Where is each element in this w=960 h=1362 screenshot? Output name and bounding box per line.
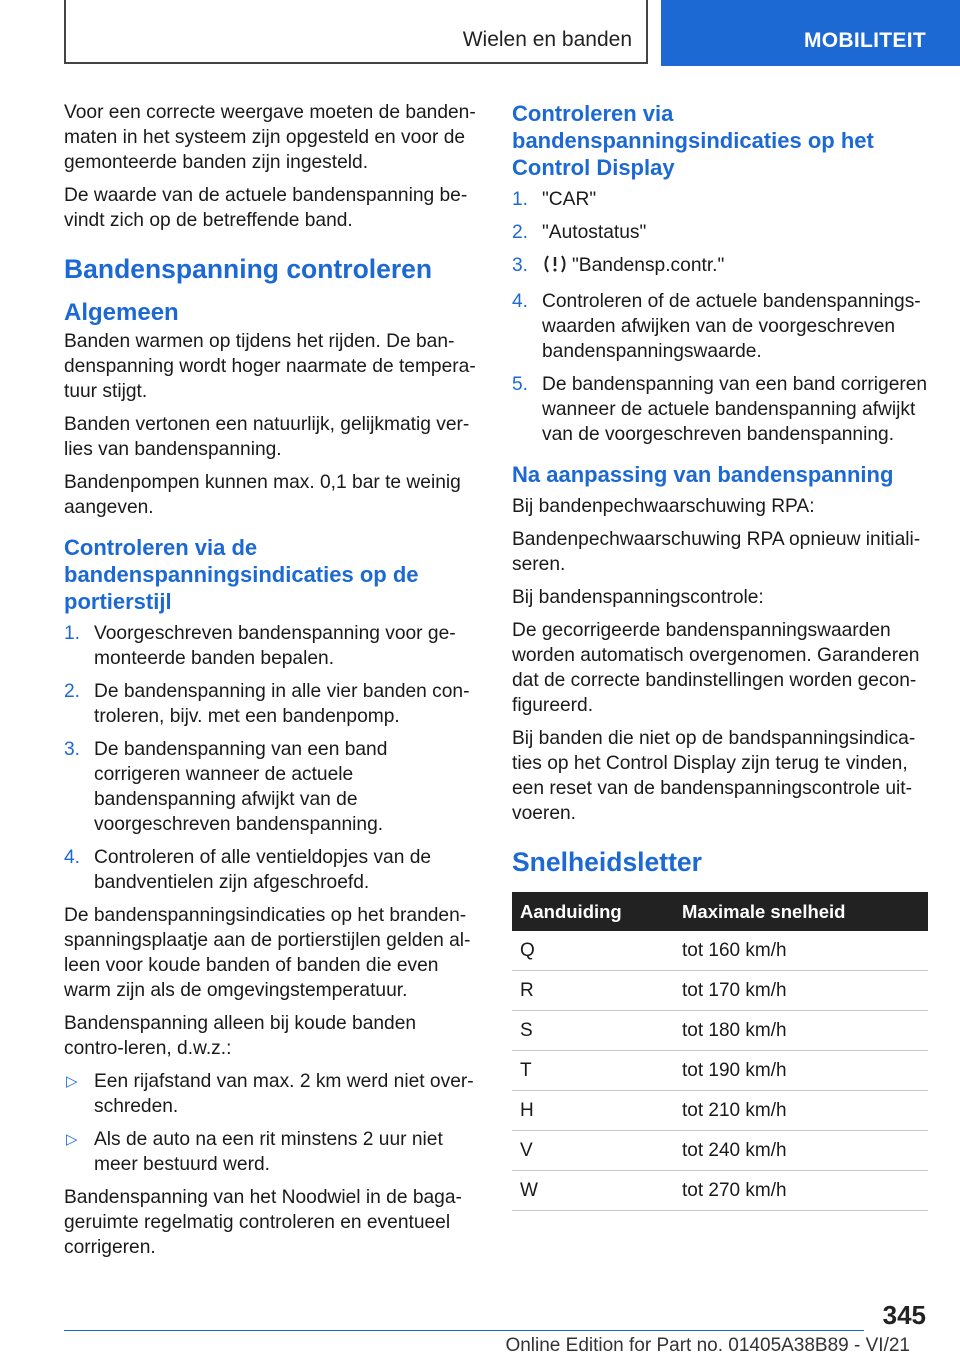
page-number: 345 — [882, 1300, 926, 1330]
section-title: Wielen en banden — [462, 28, 632, 51]
column-header: Maximale snelheid — [674, 892, 928, 931]
speed-code: S — [512, 1011, 674, 1051]
speed-value: tot 170 km/h — [674, 971, 928, 1011]
step-number: 4. — [64, 847, 81, 868]
column-header: Aanduiding — [512, 892, 674, 931]
closing-paragraph: Bandenspanning van het Noodwiel in de baga-geruimte regelmatig controleren en eventueel corrigeren. — [64, 1187, 462, 1258]
bullet-text: Een rijafstand van max. 2 km werd niet over-schreden. — [94, 1071, 474, 1117]
bullet-text: Als de auto na een rit minstens 2 uur niet meer bestuurd werd. — [94, 1129, 443, 1175]
table-header-row — [512, 892, 928, 931]
speed-code: V — [512, 1131, 674, 1171]
step-text: "Autostatus" — [542, 222, 647, 243]
intro-paragraph: Voor een correcte weergave moeten de banden-maten in het systeem zijn opgesteld en voor de gemonteerde banden zijn ingesteld. — [64, 102, 476, 173]
table-row — [512, 1131, 928, 1171]
triangle-bullet-icon: ▷ — [66, 1073, 78, 1090]
list-item — [512, 187, 928, 212]
section-tab — [64, 0, 648, 64]
step-text: De bandenspanning in alle vier banden con-troleren, bijv. met een bandenpomp. — [94, 681, 470, 727]
list-item — [64, 1127, 478, 1177]
speed-value: tot 180 km/h — [674, 1011, 928, 1051]
speed-value: tot 190 km/h — [674, 1051, 928, 1091]
general-paragraph: Bandenpompen kunnen max. 0,1 bar te weinig aangeven. — [64, 472, 461, 518]
list-item — [64, 621, 478, 671]
general-paragraph: Banden warmen op tijdens het rijden. De ban-denspanning wordt hoger naarmate de tempera-tuur stijgt. — [64, 331, 476, 402]
list-item — [512, 289, 928, 364]
speed-value: tot 270 km/h — [674, 1171, 928, 1211]
step-number: 5. — [512, 374, 529, 395]
adjust-paragraph: Bij bandenpechwaarschuwing RPA: — [512, 496, 815, 517]
list-item — [64, 737, 478, 837]
step-number: 2. — [512, 222, 529, 243]
step-number: 2. — [64, 681, 81, 702]
edition-footer: Online Edition for Part no. 01405A38B89 - VI/21 — [505, 1335, 910, 1356]
table-row — [512, 971, 928, 1011]
speed-code: H — [512, 1091, 674, 1131]
step-number: 1. — [64, 623, 81, 644]
step-text: Controleren of alle ventieldopjes van de bandventielen zijn afgeschroefd. — [94, 847, 432, 893]
pillar-paragraph: Bandenspanning alleen bij koude banden contro-leren, d.w.z.: — [64, 1013, 417, 1059]
speed-table — [512, 892, 928, 1211]
list-item — [64, 845, 478, 895]
page-header — [0, 0, 960, 66]
right-column — [512, 100, 928, 1211]
list-item — [64, 1069, 478, 1119]
chapter-tab — [661, 0, 960, 66]
footer-divider — [64, 1330, 864, 1331]
general-paragraph: Banden vertonen een natuurlijk, gelijkmatig ver-lies van bandenspanning. — [64, 414, 470, 460]
step-text: "CAR" — [542, 189, 597, 210]
tire-warning-icon — [542, 254, 568, 281]
subheading-pillar: Controleren via de bandenspanningsindicaties op de portierstijl — [64, 535, 419, 614]
speed-value: tot 210 km/h — [674, 1091, 928, 1131]
step-text: Voorgeschreven bandenspanning voor ge-monteerde banden bepalen. — [94, 623, 456, 669]
adjust-paragraph: Bij bandenspanningscontrole: — [512, 587, 764, 608]
speed-code: Q — [512, 931, 674, 971]
pillar-paragraph: De bandenspanningsindicaties op het branden-spanningsplaatje aan de portierstijlen gelden al-leen voor koude banden of banden die even warm zijn als de omgevingstemperatuur. — [64, 905, 471, 1001]
triangle-bullet-icon: ▷ — [66, 1131, 78, 1148]
list-item — [512, 253, 928, 281]
step-number: 1. — [512, 189, 529, 210]
chapter-title: MOBILITEIT — [804, 29, 926, 52]
list-item — [64, 679, 478, 729]
speed-value: tot 240 km/h — [674, 1131, 928, 1171]
table-row — [512, 1171, 928, 1211]
table-row — [512, 1091, 928, 1131]
speed-code: R — [512, 971, 674, 1011]
step-number: 3. — [512, 255, 529, 276]
step-text: De bandenspanning van een band corrigeren wanneer de actuele bandenspanning afwijkt van de voorgeschreven bandenspanning. — [542, 374, 928, 445]
display-steps — [512, 187, 928, 447]
left-column — [64, 100, 478, 1268]
table-row — [512, 1051, 928, 1091]
speed-code: T — [512, 1051, 674, 1091]
list-item — [512, 220, 928, 245]
step-text: Controleren of de actuele bandenspannings-waarden afwijken van de voorgeschreven bandenspanningswaarde. — [542, 291, 921, 362]
speed-value: tot 160 km/h — [674, 931, 928, 971]
subheading-adjust: Na aanpassing van bandenspanning — [512, 462, 894, 487]
subheading-general: Algemeen — [64, 299, 179, 326]
step-text: De bandenspanning van een band corrigeren wanneer de actuele bandenspanning afwijkt van de voorgeschreven bandenspanning. — [94, 739, 388, 835]
adjust-paragraph: De gecorrigeerde bandenspanningswaarden worden automatisch overgenomen. Garanderen dat de correcte bandinstellingen worden gecon-figureerd. — [512, 620, 920, 716]
cold-tire-bullets — [64, 1069, 478, 1177]
step-text: "Bandensp.contr." — [572, 255, 725, 276]
list-item — [512, 372, 928, 447]
table-row — [512, 1011, 928, 1051]
adjust-paragraph: Bij banden die niet op de bandspanningsindica-ties op het Control Display zijn terug te vinden, een reset van de bandenspanningscontrole uit-voeren. — [512, 728, 916, 824]
section-heading: Bandenspanning controleren — [64, 254, 433, 284]
subheading-display: Controleren via bandenspanningsindicaties op het Control Display — [512, 101, 874, 180]
adjust-paragraph: Bandenpechwaarschuwing RPA opnieuw initiali-seren. — [512, 529, 921, 575]
step-number: 4. — [512, 291, 529, 312]
section-heading-speed: Snelheidsletter — [512, 847, 702, 877]
pillar-steps — [64, 621, 478, 895]
step-number: 3. — [64, 739, 81, 760]
speed-code: W — [512, 1171, 674, 1211]
table-row — [512, 931, 928, 971]
intro-paragraph: De waarde van de actuele bandenspanning be-vindt zich op de betreffende band. — [64, 185, 468, 231]
